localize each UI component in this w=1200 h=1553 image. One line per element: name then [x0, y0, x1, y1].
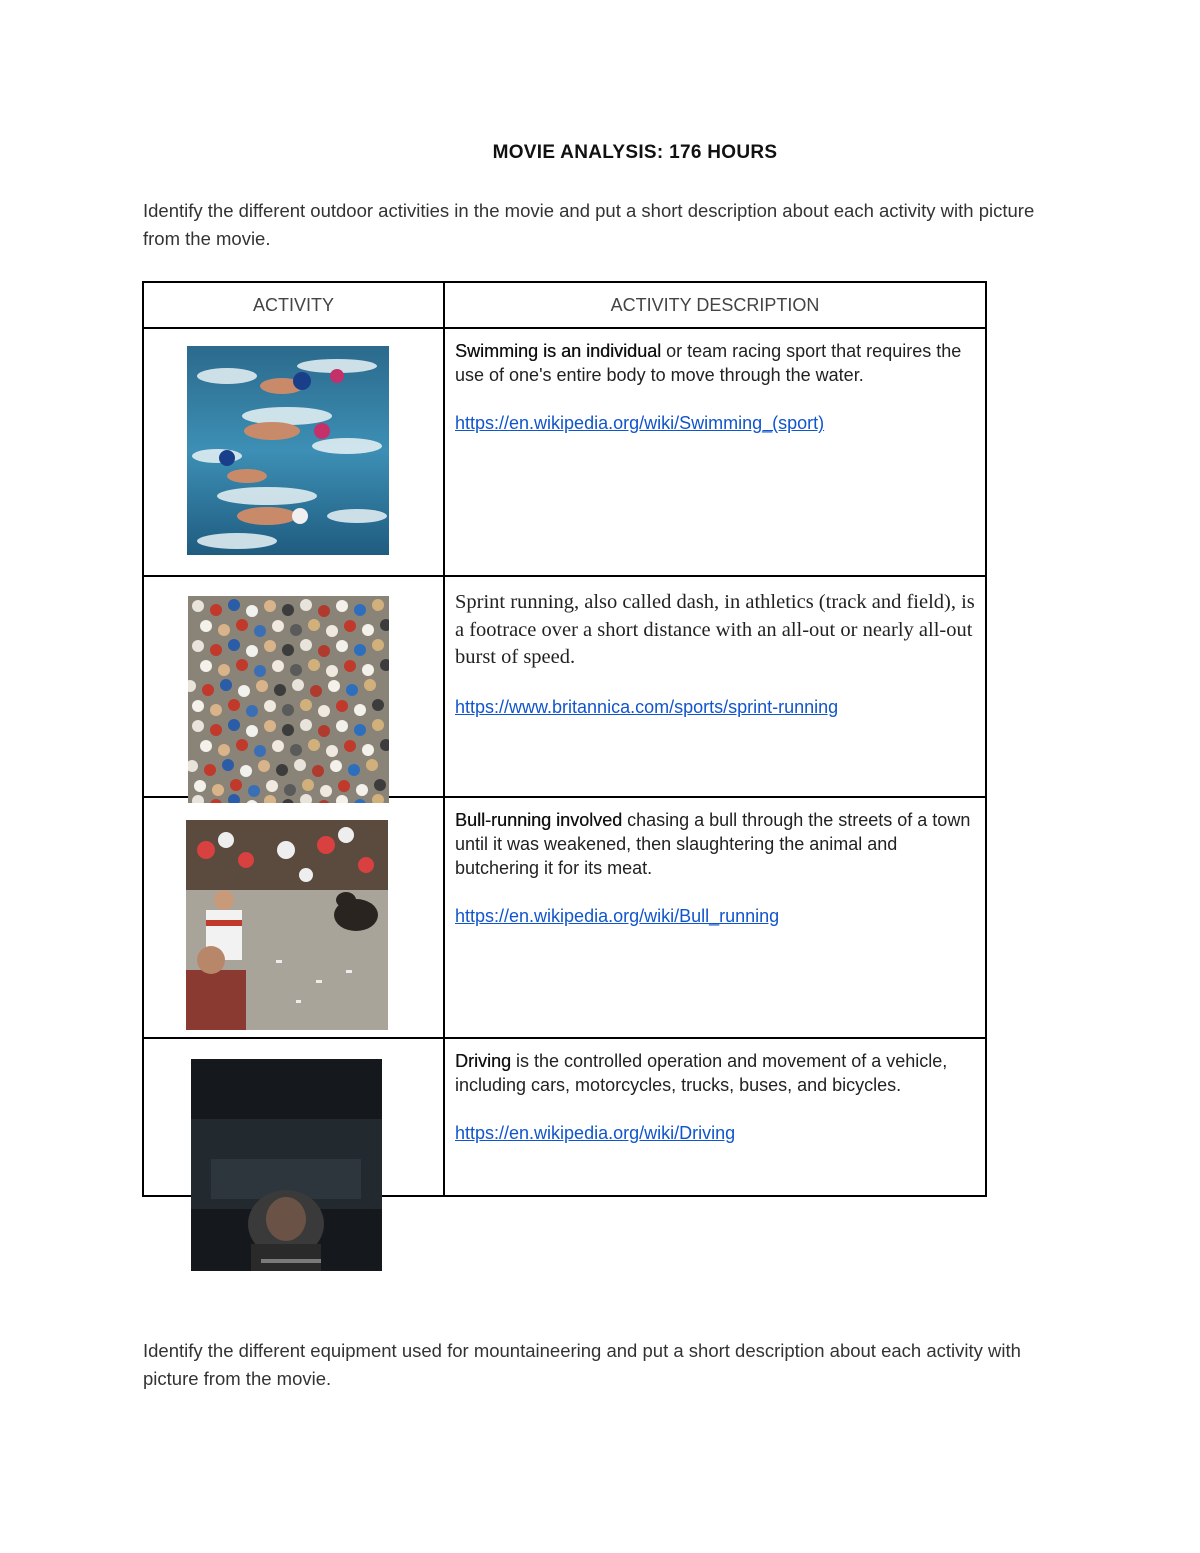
- activity-description-cell: [444, 1038, 986, 1196]
- table-row: [143, 797, 986, 1038]
- document-title: MOVIE ANALYSIS: 176 HOURS: [492, 142, 778, 163]
- reference-link[interactable]: https://en.wikipedia.org/wiki/Driving: [455, 1123, 736, 1143]
- activity-description: Bull-running involved chasing a bull through the streets of a town until it was weakened, then slaughtering the animal and butchering it for its meat.: [455, 810, 971, 878]
- activity-description: Sprint running, also called dash, in athletics (track and field), is a footrace over a short distance with an all-out or nearly all-out burst of speed.: [455, 591, 975, 668]
- table-row: [143, 328, 986, 576]
- reference-link[interactable]: https://www.britannica.com/sports/sprint-running: [455, 696, 839, 717]
- table-header-row: [143, 282, 986, 328]
- reference-link[interactable]: https://en.wikipedia.org/wiki/Bull_running: [455, 906, 780, 926]
- table-row: [143, 1038, 986, 1196]
- activity-description-cell: [444, 576, 986, 797]
- table-row: [143, 576, 986, 797]
- sprint-crowd-photo: [188, 596, 389, 803]
- swimming-photo: [187, 346, 389, 555]
- instruction-mountaineering-equipment: Identify the different equipment used for mountaineering and put a short description about each activity with picture from the movie.: [143, 1340, 1021, 1389]
- driving-night-photo: [191, 1059, 382, 1271]
- instruction-outdoor-activities: Identify the different outdoor activities in the movie and put a short description about each activity with picture from the movie.: [143, 200, 1035, 249]
- column-header-activity: ACTIVITY: [143, 282, 444, 328]
- activity-description-cell: [444, 328, 986, 576]
- activity-description: Swimming is an individual or team racing sport that requires the use of one's entire body to move through the water.: [455, 341, 962, 385]
- activity-image-cell: [143, 576, 444, 797]
- activity-description-cell: [444, 797, 986, 1038]
- activity-image-cell: [143, 797, 444, 1038]
- reference-link[interactable]: https://en.wikipedia.org/wiki/Swimming_(sport): [455, 413, 825, 433]
- activity-image-cell: [143, 328, 444, 576]
- column-header-description: ACTIVITY DESCRIPTION: [444, 282, 986, 328]
- bull-running-photo: [186, 820, 388, 1030]
- activity-table: [142, 281, 987, 1197]
- activity-description: Driving is the controlled operation and movement of a vehicle, including cars, motorcycles, trucks, buses, and bicycles.: [455, 1051, 948, 1095]
- activity-image-cell: [143, 1038, 444, 1196]
